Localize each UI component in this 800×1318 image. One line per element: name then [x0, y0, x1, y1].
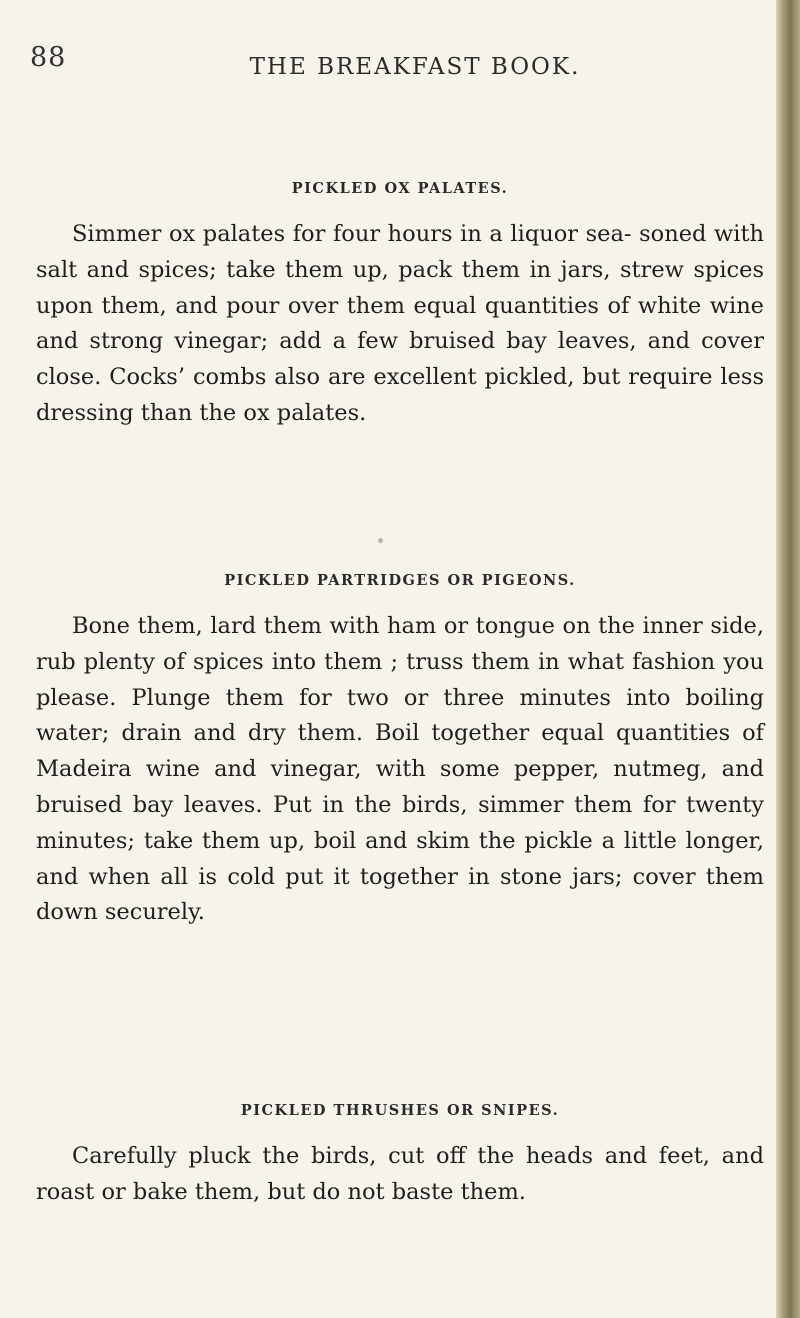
section-pickled-ox-palates — [36, 180, 764, 432]
section-heading: PICKLED THRUSHES OR SNIPES. — [240, 1102, 560, 1119]
section-pickled-partridges — [36, 572, 764, 931]
running-title: THE BREAKFAST BOOK. — [249, 54, 581, 80]
page-number: 88 — [30, 42, 67, 73]
section-body: Carefully pluck the birds, cut off the heads and feet, and roast or bake them, but do not baste them. — [36, 1143, 764, 1205]
section-heading: PICKLED OX PALATES. — [291, 180, 509, 197]
print-speck — [378, 538, 383, 543]
section-pickled-thrushes — [36, 1102, 764, 1211]
section-body: Bone them, lard them with ham or tongue on the inner side, rub plenty of spices into them ; truss them in what fashion you please. Plunge them for two or three minutes into boiling water; drain and dry them. Boil together equal quantities of Madeira wine and vinegar, with some pepper, nutmeg, and bruised bay leaves. Put in the birds, simmer them for twenty minutes; take them up, boil and skim the pickle a little longer, and when all is cold put it together in stone jars; cover them down securely. — [36, 613, 764, 926]
section-heading: PICKLED PARTRIDGES OR PIGEONS. — [224, 572, 576, 589]
page-edge-shadow — [776, 0, 800, 1318]
page-header — [30, 42, 750, 92]
section-body: Simmer ox palates for four hours in a liquor sea- soned with salt and spices; take them up, pack them in jars, strew spices upon them, and pour over them equal quantities of white wine and strong vinegar; add a few bruised bay leaves, and cover close. Cocks’ combs also are excellent pickled, but require less dressing than the ox palates. — [36, 221, 764, 426]
